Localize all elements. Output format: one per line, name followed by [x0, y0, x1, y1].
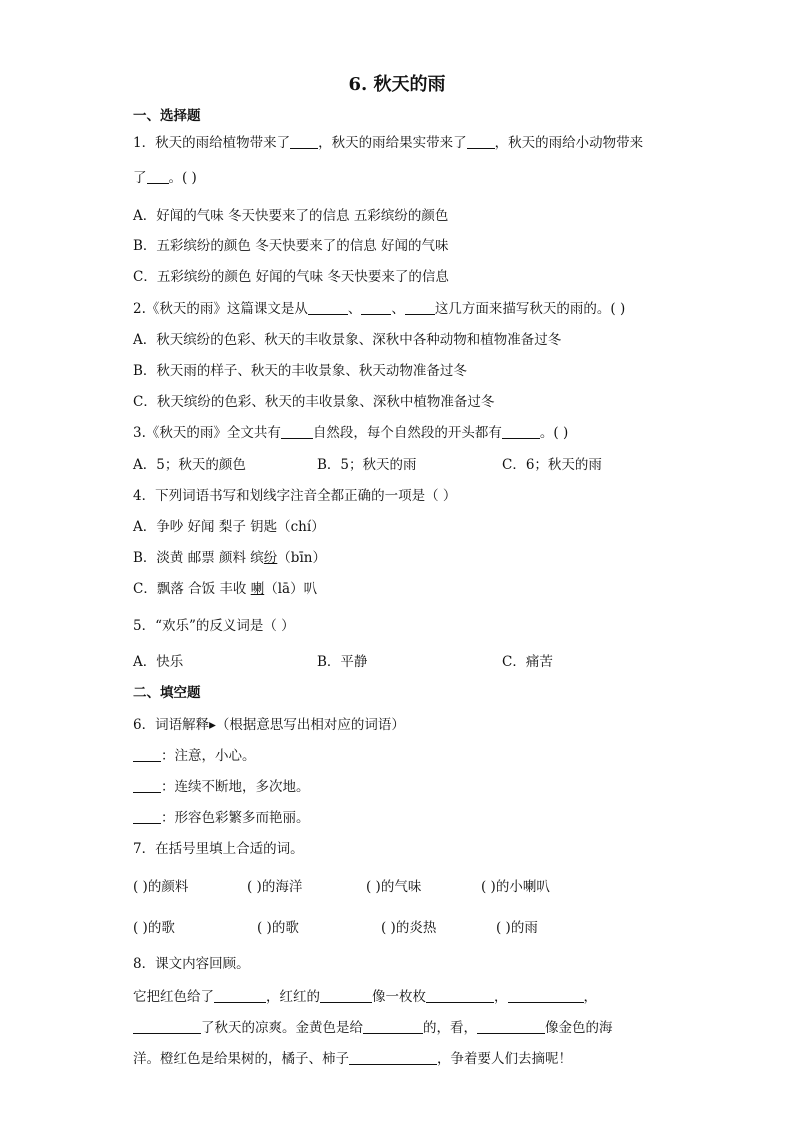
answer-blank[interactable]: [361, 301, 391, 315]
question-7-stem: 7．在括号里填上合适的词。: [133, 841, 304, 857]
fill-in-bracket[interactable]: ( )的海洋: [247, 879, 303, 895]
question-8-line-3: 洋。橙红色是给果树的，橘子、柿子 ，争着要人们去摘呢！: [133, 1051, 572, 1067]
section-fill-heading: 二、填空题: [133, 685, 201, 701]
question-5-option-c[interactable]: C．痛苦: [502, 654, 553, 670]
answer-blank[interactable]: [133, 779, 161, 793]
fill-in-bracket[interactable]: ( )的气味: [366, 879, 422, 895]
question-4-option-a[interactable]: A．争吵 好闻 梨子 钥匙（chí）: [133, 519, 325, 535]
question-4-stem: 4．下列词语书写和划线字注音全都正确的一项是（ ）: [133, 488, 457, 504]
question-6-item-3: ：形容色彩繁多而艳丽。: [133, 806, 310, 826]
answer-blank[interactable]: [133, 1020, 201, 1034]
question-1-option-a[interactable]: A．好闻的气味 冬天快要来了的信息 五彩缤纷的颜色: [133, 208, 449, 224]
fill-in-bracket[interactable]: ( )的颜料: [133, 879, 189, 895]
question-3-option-b[interactable]: B．5；秋天的雨: [317, 457, 417, 473]
question-6-item-1: ：注意，小心。: [133, 744, 256, 764]
page-title: 6. 秋天的雨: [348, 74, 446, 95]
answer-blank[interactable]: [133, 810, 161, 824]
answer-blank[interactable]: [214, 989, 266, 1003]
question-2-option-c[interactable]: C．秋天缤纷的色彩、秋天的丰收景象、深秋中植物准备过冬: [133, 394, 495, 410]
answer-blank[interactable]: [502, 425, 540, 439]
question-1-line-2: 了 。( ): [133, 170, 197, 186]
answer-blank[interactable]: [477, 1020, 545, 1034]
question-8-stem: 8．课文内容回顾。: [133, 956, 250, 972]
answer-blank[interactable]: [320, 989, 372, 1003]
question-1-option-b[interactable]: B．五彩缤纷的颜色 冬天快要来了的信息 好闻的气味: [133, 238, 449, 254]
question-3-option-a[interactable]: A．5；秋天的颜色: [133, 457, 246, 473]
question-8-line-2: 了秋天的凉爽。金黄色是给 的，看， 像金色的海: [133, 1016, 613, 1036]
question-5-option-b[interactable]: B．平静: [317, 654, 368, 670]
answer-blank[interactable]: [508, 989, 584, 1003]
question-1-option-c[interactable]: C．五彩缤纷的颜色 好闻的气味 冬天快要来了的信息: [133, 269, 449, 285]
answer-blank[interactable]: [147, 170, 169, 184]
fill-in-bracket[interactable]: ( )的歌: [257, 920, 299, 936]
question-4-option-b[interactable]: B．淡黄 邮票 颜料 缤纷（bīn）: [133, 550, 326, 566]
answer-blank[interactable]: [308, 301, 348, 315]
question-5-stem: 5．“欢乐”的反义词是（ ）: [133, 618, 295, 634]
question-1-line-1: 1．秋天的雨给植物带来了 ，秋天的雨给果实带来了 ，秋天的雨给小动物带来: [133, 135, 644, 151]
answer-blank[interactable]: [405, 301, 435, 315]
question-2-stem: 2.《秋天的雨》这篇课文是从 、 、 这几方面来描写秋天的雨的。( ): [133, 301, 626, 317]
question-3-stem: 3.《秋天的雨》全文共有 自然段，每个自然段的开头都有 。( ): [133, 425, 569, 441]
answer-blank[interactable]: [133, 748, 161, 762]
question-4-option-c[interactable]: C．飘落 合饭 丰收 喇（lā）叭: [133, 581, 318, 597]
question-8-line-1: 它把红色给了 ，红红的 像一枚枚 ， ，: [133, 989, 597, 1005]
answer-blank[interactable]: [363, 1020, 423, 1034]
question-5-option-a[interactable]: A．快乐: [133, 654, 184, 670]
section-choice-heading: 一、选择题: [133, 108, 201, 124]
answer-blank[interactable]: [426, 989, 494, 1003]
fill-in-bracket[interactable]: ( )的雨: [496, 920, 538, 936]
question-6-stem: 6．词语解释▸（根据意思写出相对应的词语）: [133, 717, 405, 733]
fill-in-bracket[interactable]: ( )的小喇叭: [481, 879, 550, 895]
fill-in-bracket[interactable]: ( )的歌: [133, 920, 175, 936]
question-6-item-2: ：连续不断地，多次地。: [133, 775, 310, 795]
question-2-option-a[interactable]: A．秋天缤纷的色彩、秋天的丰收景象、深秋中各种动物和植物准备过冬: [133, 332, 562, 348]
fill-in-bracket[interactable]: ( )的炎热: [381, 920, 437, 936]
answer-blank[interactable]: [349, 1051, 437, 1065]
answer-blank[interactable]: [467, 135, 495, 149]
question-3-option-c[interactable]: C．6；秋天的雨: [502, 457, 602, 473]
answer-blank[interactable]: [290, 135, 318, 149]
answer-blank[interactable]: [281, 425, 313, 439]
question-2-option-b[interactable]: B．秋天雨的样子、秋天的丰收景象、秋天动物准备过冬: [133, 363, 467, 379]
